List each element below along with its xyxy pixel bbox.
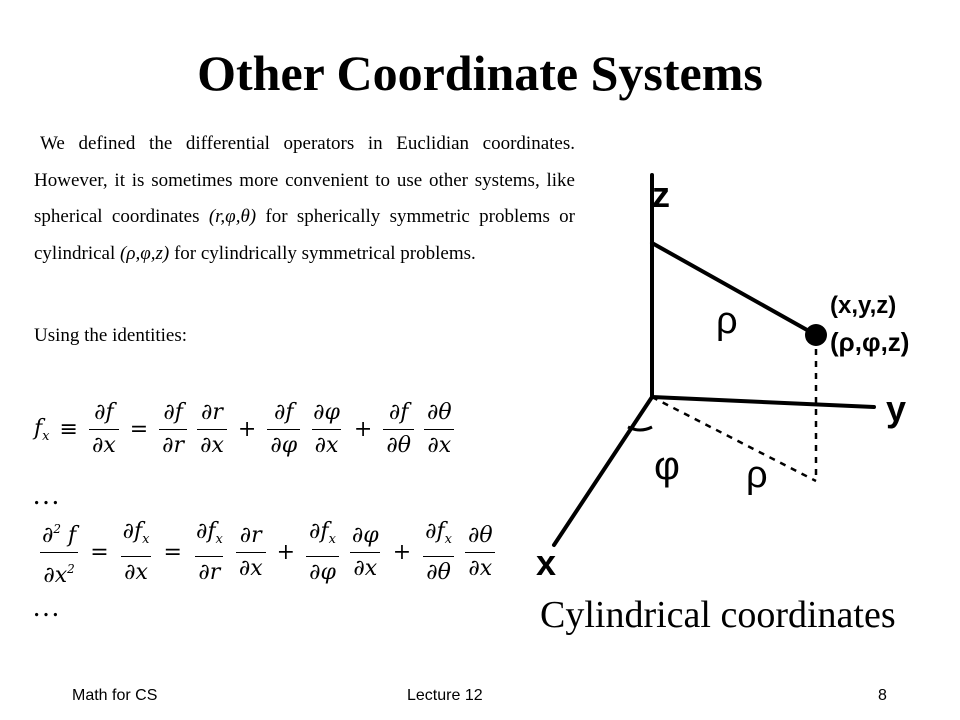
- phi-arc: [628, 427, 652, 430]
- intro-paragraph: [34, 126, 575, 272]
- y-axis: [652, 397, 874, 407]
- ellipsis-2: …: [32, 592, 61, 623]
- eq2-equals-1: =: [90, 540, 109, 565]
- footer-course: Math for CS: [72, 687, 158, 704]
- x-label: x: [536, 542, 557, 583]
- intro-text-a: We defined the differential operators in Euclidian coordinates. However, it is sometimes more convenient to use other systems, like spherical coordinates: [34, 133, 575, 227]
- eq1-frac-df-dphi: $\frac{\partial f}{\partial\varphi}$: [267, 400, 300, 459]
- eq1-plus-1: +: [237, 417, 257, 442]
- phi-label: φ: [654, 444, 680, 488]
- slide-title: Other Coordinate Systems: [197, 45, 763, 101]
- footer-lecture: Lecture 12: [407, 687, 483, 704]
- eq2-plus-2: +: [392, 540, 412, 565]
- eq1-frac-df-dx: $\frac{\partial f}{\partial x}$: [89, 400, 119, 459]
- eq2-frac-dtheta-dx: $\frac{\partial\theta}{\partial x}$: [465, 523, 496, 582]
- eq1-frac-df-dr: $\frac{\partial f}{\partial r}$: [159, 400, 187, 459]
- point-marker: [805, 324, 827, 346]
- eq2-frac-dr-dx: $\frac{\partial r}{\partial x}$: [236, 523, 266, 582]
- eq2-frac-dfx-dtheta: $\frac{\partial f_x}{\partial\theta}$: [425, 519, 453, 585]
- y-label: y: [886, 388, 907, 429]
- eq2-frac-dfx-dphi: $\frac{\partial f_x}{\partial\varphi}$: [306, 519, 339, 586]
- eq2-frac-dfx-dr: $\frac{\partial f_x}{\partial r}$: [195, 519, 223, 585]
- equation-second-derivative: [34, 516, 501, 589]
- eq1-lhs: $f_x$: [34, 415, 50, 444]
- point-cylindrical-label: (ρ,φ,z): [830, 327, 910, 357]
- rho-upper-label: ρ: [716, 300, 738, 342]
- eq1-frac-dr-dx: $\frac{\partial r}{\partial x}$: [197, 400, 227, 459]
- eq1-equiv: ≡: [59, 417, 78, 442]
- eq2-lhs: $\frac{\partial^2 f}{\partial x^2}$: [42, 522, 77, 588]
- z-label: z: [652, 174, 670, 215]
- eq1-frac-df-dtheta: $\frac{\partial f}{\partial\theta}$: [383, 400, 414, 459]
- point-cartesian-label: (x,y,z): [830, 292, 897, 319]
- using-identities: Using the identities:: [34, 325, 188, 346]
- eq1-frac-dtheta-dx: $\frac{\partial\theta}{\partial x}$: [424, 400, 455, 459]
- spherical-coords: (r,φ,θ): [208, 206, 257, 227]
- x-axis: [554, 397, 652, 545]
- eq2-frac-dphi-dx: $\frac{\partial\varphi}{\partial x}$: [351, 523, 379, 581]
- intro-text-c: for cylindrically symmetrical problems.: [169, 242, 476, 264]
- intro-text-b: for spherically symmetric problems or cylindrical: [34, 206, 575, 264]
- cylindrical-coords: (ρ,φ,z): [120, 242, 170, 264]
- eq1-plus-2: +: [353, 417, 373, 442]
- cylindrical-diagram: [528, 165, 948, 585]
- eq1-frac-dphi-dx: $\frac{\partial\varphi}{\partial x}$: [313, 400, 340, 458]
- eq2-frac-dfx-dx: $\frac{\partial f_x}{\partial x}$: [122, 519, 150, 585]
- equation-first-derivative: [34, 400, 460, 459]
- diagram-caption: Cylindrical coordinates: [540, 594, 896, 636]
- footer-page-number: 8: [878, 687, 887, 704]
- eq2-plus-1: +: [276, 540, 296, 565]
- rho-lower-label: ρ: [746, 454, 768, 496]
- eq2-equals-2: =: [163, 540, 182, 565]
- ellipsis-1: …: [32, 480, 61, 511]
- eq1-equals: =: [129, 417, 149, 442]
